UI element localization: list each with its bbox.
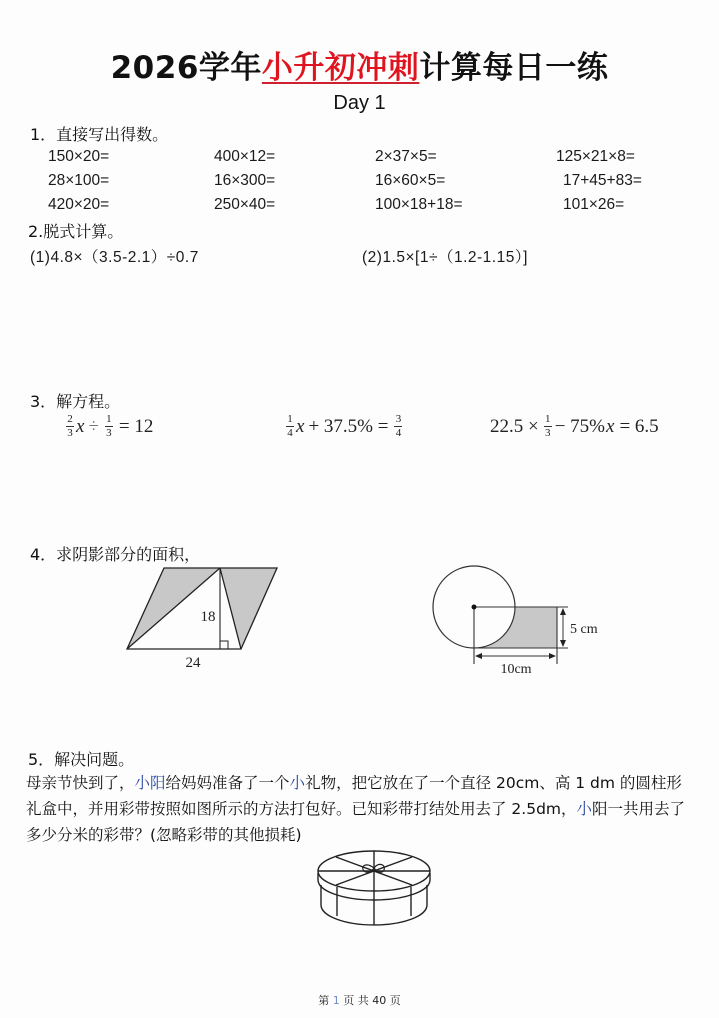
denominator: 3 [67, 427, 73, 439]
width-label: 10cm [500, 662, 532, 677]
q1-item: 125×21×8= [556, 148, 635, 165]
q1-item: 28×100= [48, 172, 110, 189]
denominator: 3 [106, 427, 112, 439]
equation-1 [64, 414, 153, 439]
text-segment: 小阳 [134, 774, 166, 792]
middle-terms: + 37.5% = [308, 415, 389, 437]
text-segment: 礼物，把它放在了一个直径 20cm、高 1 dm 的圆柱形礼盒中，并用彩带按照如图所示的方法打包好。已知彩带打结处用去了 2.5dm， [26, 774, 682, 818]
circle-rectangle-figure [425, 560, 625, 678]
footer-text: 第 [318, 994, 330, 1007]
denominator: 3 [544, 427, 551, 439]
fraction [105, 414, 113, 439]
denominator: 4 [395, 427, 402, 439]
center-dot [472, 605, 477, 610]
text-segment: 小 [576, 800, 593, 818]
page-footer [0, 992, 719, 1008]
q1-item: 16×60×5= [375, 172, 446, 189]
total-pages: 40 [372, 994, 387, 1007]
variable: x [606, 415, 615, 437]
q1-item: 101×26= [563, 196, 625, 213]
numerator: 1 [287, 413, 293, 425]
operator: ÷ [88, 415, 99, 437]
footer-text: 页 [389, 994, 401, 1007]
equation-3 [490, 414, 659, 439]
fraction [66, 414, 74, 439]
q1-item: 16×300= [214, 172, 276, 189]
q2-item-1: (1)4.8×（3.5-2.1）÷0.7 [30, 249, 199, 266]
title-suffix: 计算每日一练 [419, 50, 609, 86]
fraction [544, 414, 552, 439]
q5-heading: 5．解决问题。 [28, 750, 135, 769]
shaded-triangle-right [220, 568, 277, 649]
arrow-left-icon [475, 653, 482, 659]
shaded-region [474, 607, 557, 648]
equation-2 [284, 414, 404, 439]
numerator: 1 [544, 413, 551, 425]
q3-heading: 3．解方程。 [30, 392, 121, 411]
text-segment: 母亲节快到了， [26, 774, 135, 792]
right-angle-mark [220, 641, 228, 649]
q4-heading: 4．求阴影部分的面积， [30, 545, 201, 564]
title-prefix: 2026学年 [110, 50, 262, 86]
height-label: 5 cm [570, 622, 598, 637]
text-segment: 阳一共用去了多少分米的彩带？(忽略彩带的其他损耗) [26, 800, 686, 844]
numerator: 1 [106, 413, 112, 425]
arrow-right-icon [549, 653, 556, 659]
current-page: 1 [332, 994, 340, 1007]
q1-item: 400×12= [214, 148, 276, 165]
q2-item-2: (2)1.5×[1÷（1.2-1.15）] [362, 249, 528, 266]
base-label: 24 [185, 655, 201, 671]
parallelogram-figure [110, 560, 300, 675]
footer-text: 页 共 [343, 994, 369, 1007]
variable: x [76, 415, 85, 437]
rhs: = 12 [118, 415, 154, 437]
text-segment: 小 [289, 774, 306, 792]
page-title [0, 42, 719, 87]
gift-box-figure [310, 845, 440, 937]
numerator: 3 [395, 413, 402, 425]
lead-term: 22.5 × [490, 415, 539, 437]
q1-item: 2×37×5= [375, 148, 437, 165]
q1-item: 17+45+83= [563, 172, 642, 189]
rhs: = 6.5 [619, 415, 659, 437]
variable: x [296, 415, 305, 437]
numerator: 2 [67, 413, 73, 425]
page-subtitle: Day 1 [333, 92, 386, 114]
height-label: 18 [200, 609, 216, 625]
middle-terms: − 75% [554, 415, 606, 437]
denominator: 4 [287, 427, 293, 439]
arrow-down-icon [560, 640, 566, 647]
q1-item: 150×20= [48, 148, 110, 165]
text-segment: 给妈妈准备了一个 [165, 774, 290, 792]
q1-item: 250×40= [214, 196, 276, 213]
fraction [286, 414, 294, 439]
arrow-up-icon [560, 608, 566, 615]
q2-heading: 2.脱式计算。 [28, 222, 124, 241]
q1-item: 100×18+18= [375, 196, 463, 213]
title-highlight: 小升初冲刺 [261, 50, 420, 86]
q5-problem-text [26, 770, 696, 848]
fraction [394, 414, 402, 439]
q1-item: 420×20= [48, 196, 110, 213]
q1-heading: 1．直接写出得数。 [30, 125, 169, 144]
